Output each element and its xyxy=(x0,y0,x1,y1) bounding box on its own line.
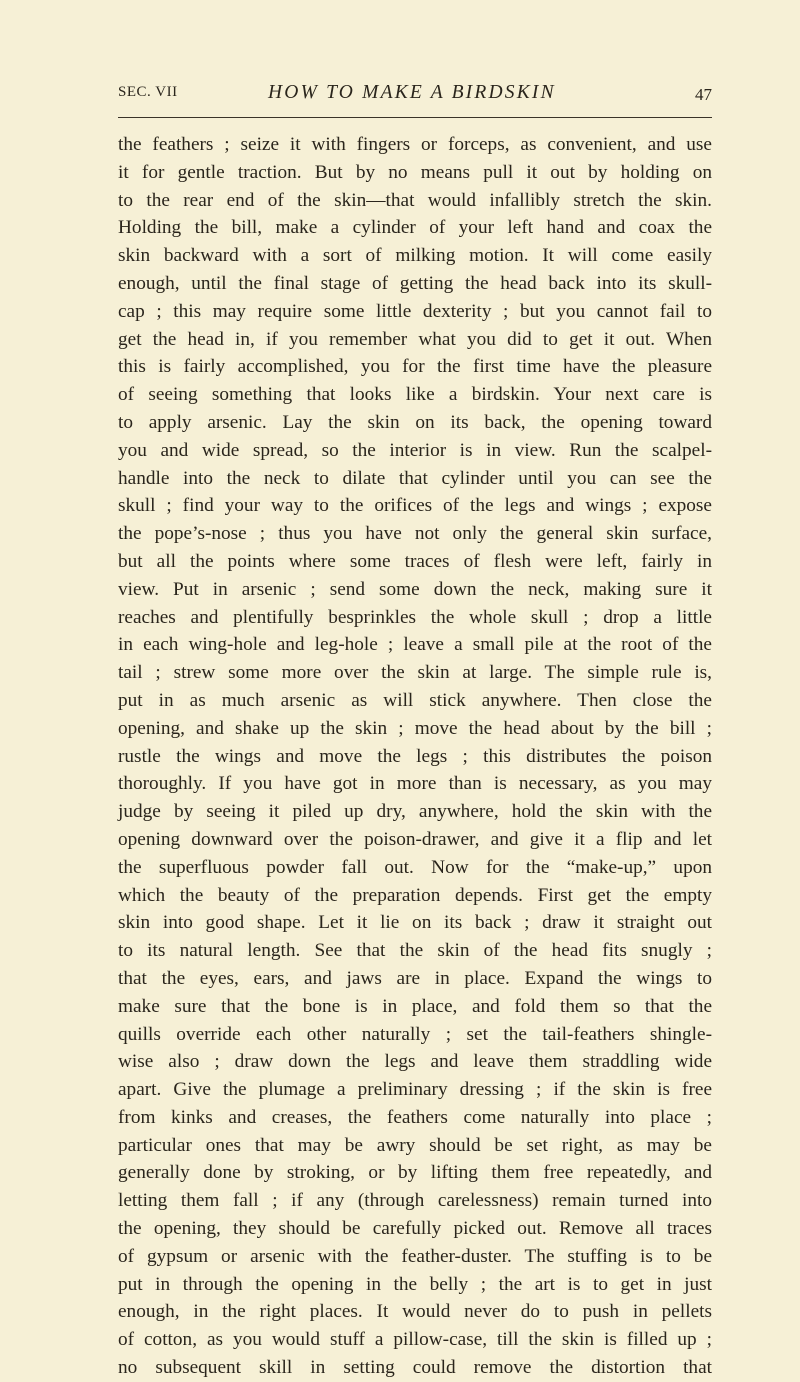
text-line: to the rear end of the skin—that would infallibly stretch the skin. xyxy=(118,189,712,211)
text-line: the pope’s-nose ; thus you have not only the general skin surface, xyxy=(118,523,712,545)
text-line: letting them fall ; if any (through carelessness) remain turned into xyxy=(118,1190,712,1212)
page-number: 47 xyxy=(695,85,712,104)
text-line: that the eyes, ears, and jaws are in place. Expand the wings to xyxy=(118,967,712,989)
text-line: the opening, they should be carefully picked out. Remove all traces xyxy=(118,1218,712,1240)
text-line: opening, and shake up the skin ; move the head about by the bill ; xyxy=(118,717,712,739)
text-line: judge by seeing it piled up dry, anywhere, hold the skin with the xyxy=(118,801,712,823)
text-line: view. Put in arsenic ; send some down the neck, making sure it xyxy=(118,578,712,600)
text-line: enough, in the right places. It would never do to push in pellets xyxy=(118,1301,712,1323)
text-line: the feathers ; seize it with fingers or forceps, as convenient, and use xyxy=(118,134,712,155)
page-header xyxy=(118,82,712,110)
text-line: no subsequent skill in setting could remove the distortion that xyxy=(118,1357,712,1379)
text-line: rustle the wings and move the legs ; this distributes the poison xyxy=(118,745,712,767)
body-text xyxy=(118,131,712,1382)
text-line: from kinks and creases, the feathers come naturally into place ; xyxy=(118,1106,712,1128)
text-line: handle into the neck to dilate that cylinder until you can see the xyxy=(118,467,712,489)
text-line: to apply arsenic. Lay the skin on its back, the opening toward xyxy=(118,411,712,433)
text-line: skin into good shape. Let it lie on its back ; draw it straight out xyxy=(118,912,712,934)
text-line: to its natural length. See that the skin of the head fits snugly ; xyxy=(118,940,712,962)
text-line: reaches and plentifully besprinkles the whole skull ; drop a little xyxy=(118,606,712,628)
text-line: tail ; strew some more over the skin at large. The simple rule is, xyxy=(118,662,712,684)
text-line: skull ; find your way to the orifices of the legs and wings ; expose xyxy=(118,495,712,517)
text-line: you and wide spread, so the interior is in view. Run the scalpel- xyxy=(118,439,712,461)
text-line: wise also ; draw down the legs and leave them straddling wide xyxy=(118,1051,712,1073)
text-line: generally done by stroking, or by lifting them free repeatedly, and xyxy=(118,1162,712,1184)
section-label: SEC. VII xyxy=(118,84,178,100)
header-rule xyxy=(118,117,712,118)
text-line: this is fairly accomplished, you for the first time have the pleasure xyxy=(118,356,712,378)
text-line: which the beauty of the preparation depends. First get the empty xyxy=(118,884,712,906)
text-line: of seeing something that looks like a birdskin. Your next care is xyxy=(118,384,712,406)
text-line: the superfluous powder fall out. Now for the “make-up,” upon xyxy=(118,856,712,878)
text-line: put in through the opening in the belly ; the art is to get in just xyxy=(118,1273,712,1295)
text-line: opening downward over the poison-drawer, and give it a flip and let xyxy=(118,828,712,850)
text-line: put in as much arsenic as will stick anywhere. Then close the xyxy=(118,689,712,711)
text-line: enough, until the final stage of getting the head back into its skull- xyxy=(118,272,712,294)
text-line: apart. Give the plumage a preliminary dressing ; if the skin is free xyxy=(118,1079,712,1101)
text-line: it for gentle traction. But by no means pull it out by holding on xyxy=(118,161,712,183)
text-line: of cotton, as you would stuff a pillow-case, till the skin is filled up ; xyxy=(118,1329,712,1351)
text-line: skin backward with a sort of milking motion. It will come easily xyxy=(118,245,712,267)
running-title: HOW TO MAKE A BIRDSKIN xyxy=(268,82,556,103)
text-line: quills override each other naturally ; set the tail-feathers shingle- xyxy=(118,1023,712,1045)
text-line: get the head in, if you remember what you did to get it out. When xyxy=(118,328,712,350)
text-line: cap ; this may require some little dexterity ; but you cannot fail to xyxy=(118,300,712,322)
text-line: particular ones that may be awry should be set right, as may be xyxy=(118,1134,712,1156)
text-line: in each wing-hole and leg-hole ; leave a small pile at the root of the xyxy=(118,634,712,656)
text-line: but all the points where some traces of flesh were left, fairly in xyxy=(118,550,712,572)
text-line: of gypsum or arsenic with the feather-duster. The stuffing is to be xyxy=(118,1245,712,1267)
text-line: make sure that the bone is in place, and fold them so that the xyxy=(118,995,712,1017)
text-line: thoroughly. If you have got in more than is necessary, as you may xyxy=(118,773,712,795)
text-line: Holding the bill, make a cylinder of your left hand and coax the xyxy=(118,217,712,239)
